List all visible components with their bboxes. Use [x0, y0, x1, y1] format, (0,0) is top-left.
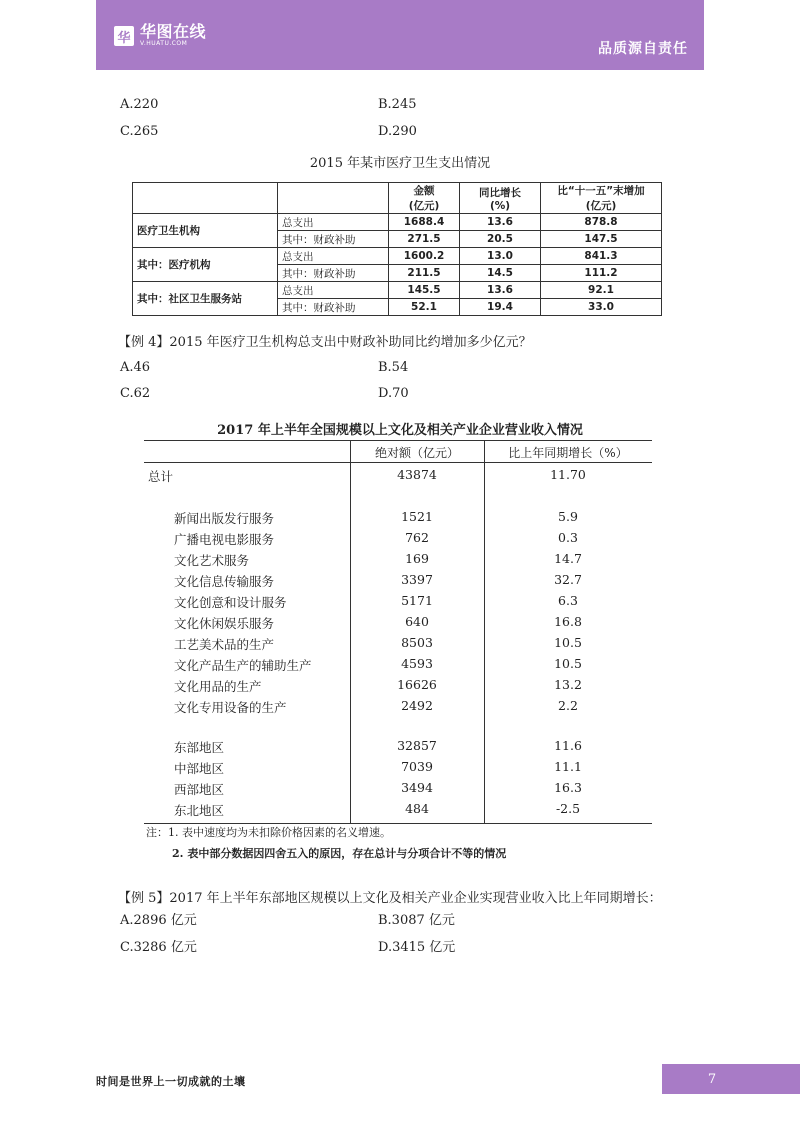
- table-note-1: 注：1. 表中速度均为未扣除价格因素的名义增速。: [146, 826, 391, 839]
- option-a[interactable]: A.46: [120, 360, 151, 375]
- table-row: 西部地区 3494 16.3: [174, 780, 582, 797]
- table-row: 文化用品的生产 16626 13.2: [174, 677, 582, 694]
- option-d[interactable]: D.290: [378, 124, 417, 139]
- item-label: 其中：财政补助: [278, 231, 389, 248]
- option-b[interactable]: B.245: [378, 97, 417, 112]
- header-growth: 比上年同期增长（%）: [508, 446, 628, 460]
- culture-industry-table: [144, 440, 652, 824]
- footer-motto: 时间是世界上一切成就的土壤: [96, 1075, 246, 1088]
- logo-name: 华图在线: [140, 22, 207, 41]
- group-label: 其中：医疗机构: [133, 248, 278, 282]
- question-5: 【例 5】2017 年上半年东部地区规模以上文化及相关产业企业实现营业收入比上年同期增长：: [118, 891, 662, 906]
- option-b[interactable]: B.54: [378, 360, 409, 375]
- option-a[interactable]: A.2896 亿元: [120, 913, 197, 928]
- table-row: 医疗卫生机构 总支出 1688.4 13.6 878.8: [133, 214, 662, 231]
- item-label: 其中：财政补助: [278, 299, 389, 316]
- group-label: 医疗卫生机构: [133, 214, 278, 248]
- table-row: 中部地区 7039 11.1: [174, 759, 582, 776]
- header-cell: 同比增长 (%): [460, 183, 541, 214]
- option-d[interactable]: D.3415 亿元: [378, 940, 456, 955]
- table-row: 其中：医疗机构 总支出 1600.2 13.0 841.3: [133, 248, 662, 265]
- table-row: 文化信息传输服务 3397 32.7: [174, 572, 582, 589]
- table-row: 东部地区 32857 11.6: [174, 738, 582, 755]
- item-label: 总支出: [278, 282, 389, 299]
- table-note-2: 2. 表中部分数据因四舍五入的原因，存在总计与分项合计不等的情况: [172, 847, 507, 860]
- option-b[interactable]: B.3087 亿元: [378, 913, 455, 928]
- table-row: 文化艺术服务 169 14.7: [174, 551, 582, 568]
- option-a[interactable]: A.220: [120, 97, 159, 112]
- page-number: 7: [707, 1072, 717, 1087]
- table-row: 文化产品生产的辅助生产 4593 10.5: [174, 656, 582, 673]
- question-4: 【例 4】2015 年医疗卫生机构总支出中财政补助同比约增加多少亿元？: [118, 335, 532, 350]
- table-row: 广播电视电影服务 762 0.3: [174, 530, 578, 547]
- logo-url: V.HUATU.COM: [140, 40, 188, 47]
- item-label: 其中：财政补助: [278, 265, 389, 282]
- table-row: 文化休闲娱乐服务 640 16.8: [174, 614, 582, 631]
- option-d[interactable]: D.70: [378, 386, 409, 401]
- table-row: 总计 43874 11.70: [148, 467, 586, 484]
- table2-title: 2017 年上半年全国规模以上文化及相关产业企业营业收入情况: [217, 423, 583, 438]
- option-c[interactable]: C.265: [120, 124, 159, 139]
- table-header-row: [133, 183, 662, 214]
- group-label: 其中：社区卫生服务站: [133, 282, 278, 316]
- header-cell: 金额 (亿元): [389, 183, 460, 214]
- table1-title: 2015 年某市医疗卫生支出情况: [309, 156, 491, 171]
- table-row: 其中：财政补助 271.5 20.5 147.5: [133, 231, 662, 248]
- table-row: 其中：财政补助 52.1 19.4 33.0: [133, 299, 662, 316]
- table-row: 其中：财政补助 211.5 14.5 111.2: [133, 265, 662, 282]
- table-row: 文化专用设备的生产 2492 2.2: [174, 698, 578, 715]
- table-row: 其中：社区卫生服务站 总支出 145.5 13.6 92.1: [133, 282, 662, 299]
- logo-icon: 华: [114, 26, 134, 46]
- page-header: [96, 0, 704, 70]
- item-label: 总支出: [278, 248, 389, 265]
- option-c[interactable]: C.3286 亿元: [120, 940, 197, 955]
- item-label: 总支出: [278, 214, 389, 231]
- page-number-box: [662, 1064, 800, 1094]
- table-row: 新闻出版发行服务 1521 5.9: [174, 509, 578, 526]
- header-cell: [133, 183, 278, 214]
- medical-expenditure-table: [132, 182, 662, 316]
- table-row: 东北地区 484 -2.5: [174, 801, 581, 818]
- option-c[interactable]: C.62: [120, 386, 151, 401]
- table-row: 文化创意和设计服务 5171 6.3: [174, 593, 578, 610]
- header-abs: 绝对额（亿元）: [374, 446, 459, 460]
- header-cell: 比“十一五”末增加 (亿元): [541, 183, 662, 214]
- huatu-logo[interactable]: [114, 24, 206, 48]
- header-slogan: 品质源自责任: [598, 41, 688, 57]
- table-row: 工艺美术品的生产 8503 10.5: [174, 635, 582, 652]
- header-cell: [278, 183, 389, 214]
